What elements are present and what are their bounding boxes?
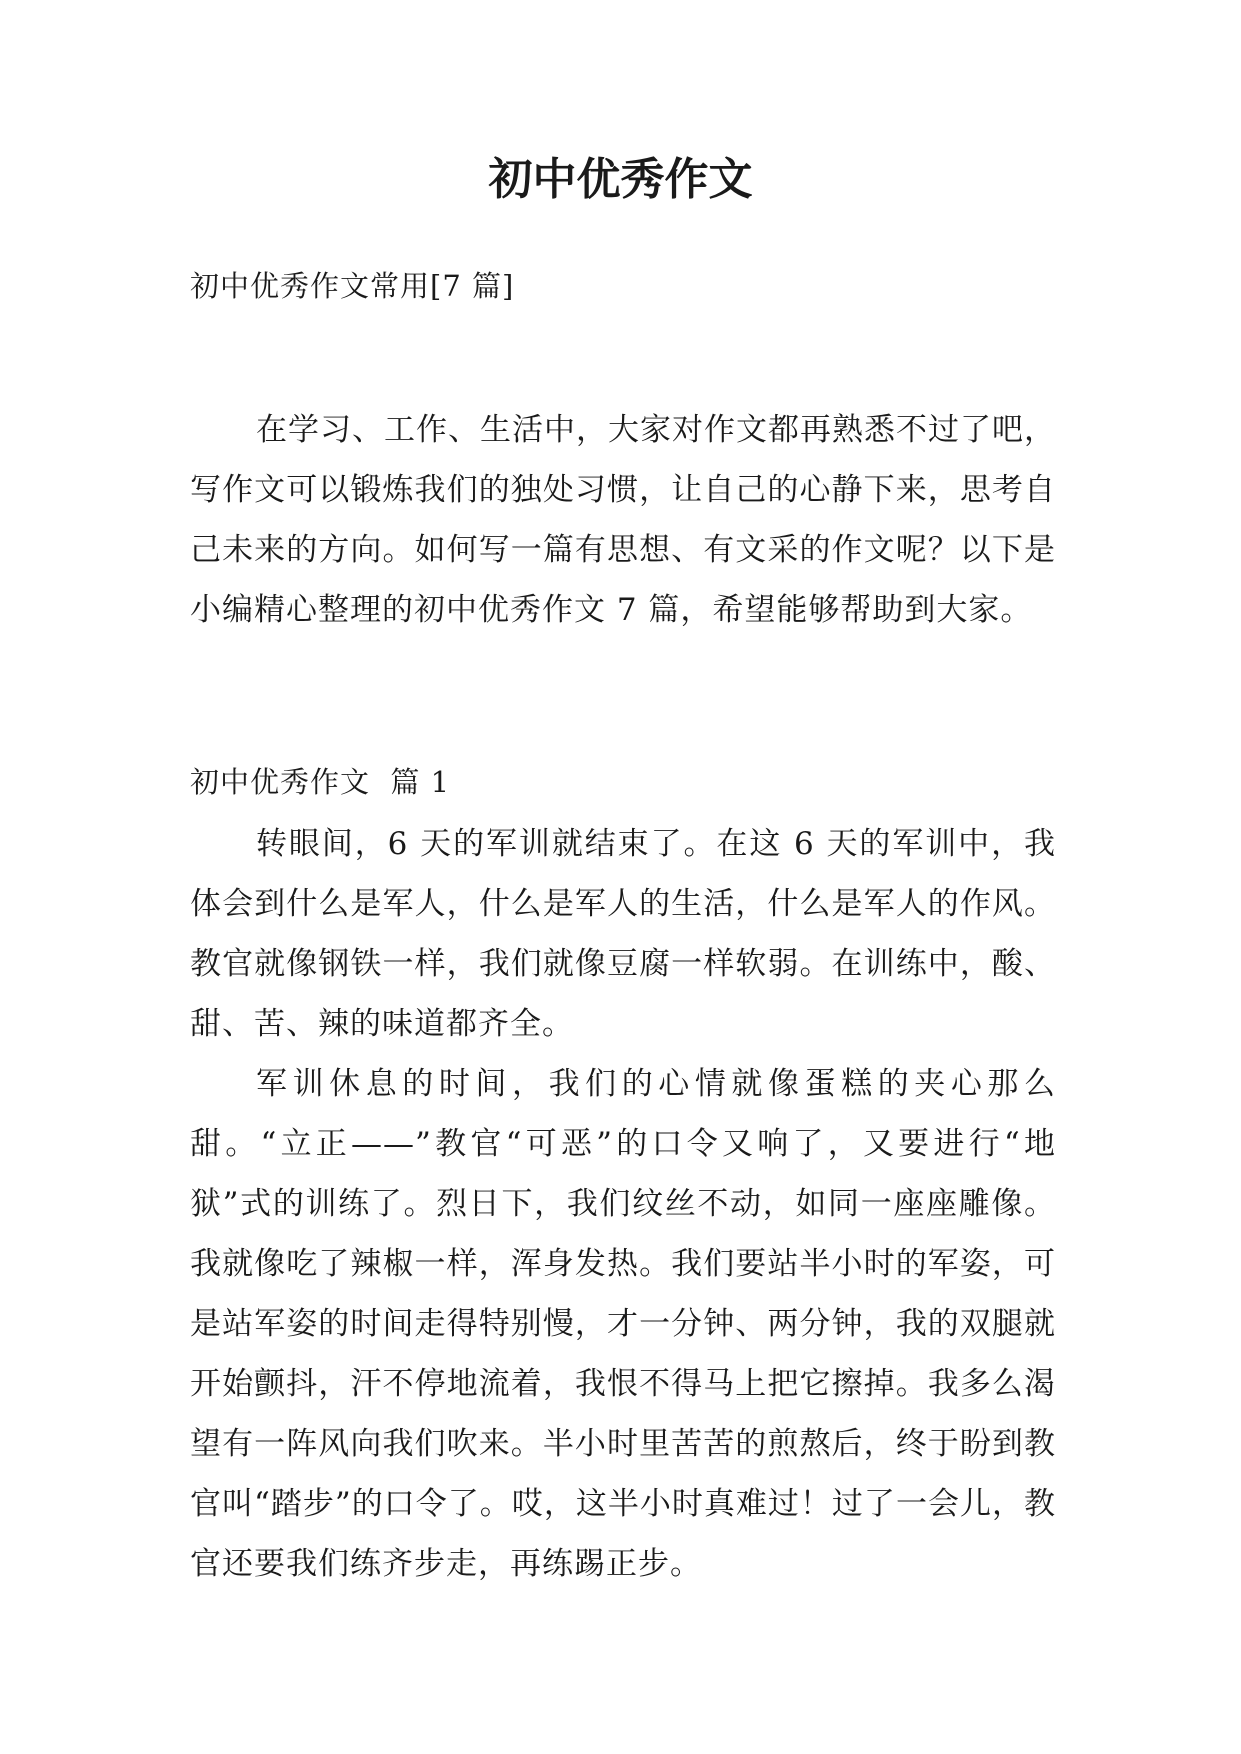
section-heading: 初中优秀作文 篇 1 (190, 765, 451, 799)
essay-paragraph: 军训休息的时间，我们的心情就像蛋糕的夹心那么甜。“立正——”教官“可恶”的口令又响了，又要进行“地狱”式的训练了。烈日下，我们纹丝不动，如同一座座雕像。我就像吃了辣椒一样，浑身发热。我们要站半小时的军姿，可是站军姿的时间走得特别慢，才一分钟、两分钟，我的双腿就开始颤抖，汗不停地流着，我恨不得马上把它擦掉。我多么渴望有一阵风向我们吹来。半小时里苦苦的煎熬后，终于盼到教官叫“踏步”的口令了。哎，这半小时真难过！过了一会儿，教官还要我们练齐步走，再练踢正步。 (190, 1066, 1056, 1582)
document-subtitle: 初中优秀作文常用[7 篇] (190, 269, 515, 303)
essay-paragraph: 转眼间，6 天的军训就结束了。在这 6 天的军训中，我体会到什么是军人，什么是军人的生活，什么是军人的作风。教官就像钢铁一样，我们就像豆腐一样软弱。在训练中，酸、甜、苦、辣的味道都齐全。 (190, 826, 1056, 1042)
essay-body (190, 814, 1056, 1594)
document-title: 初中优秀作文 (488, 154, 753, 205)
intro-block (190, 400, 1056, 640)
intro-paragraph: 在学习、工作、生活中，大家对作文都再熟悉不过了吧，写作文可以锻炼我们的独处习惯，让自己的心静下来，思考自己未来的方向。如何写一篇有思想、有文采的作文呢？以下是小编精心整理的初中优秀作文 7 篇，希望能够帮助到大家。 (190, 412, 1056, 628)
